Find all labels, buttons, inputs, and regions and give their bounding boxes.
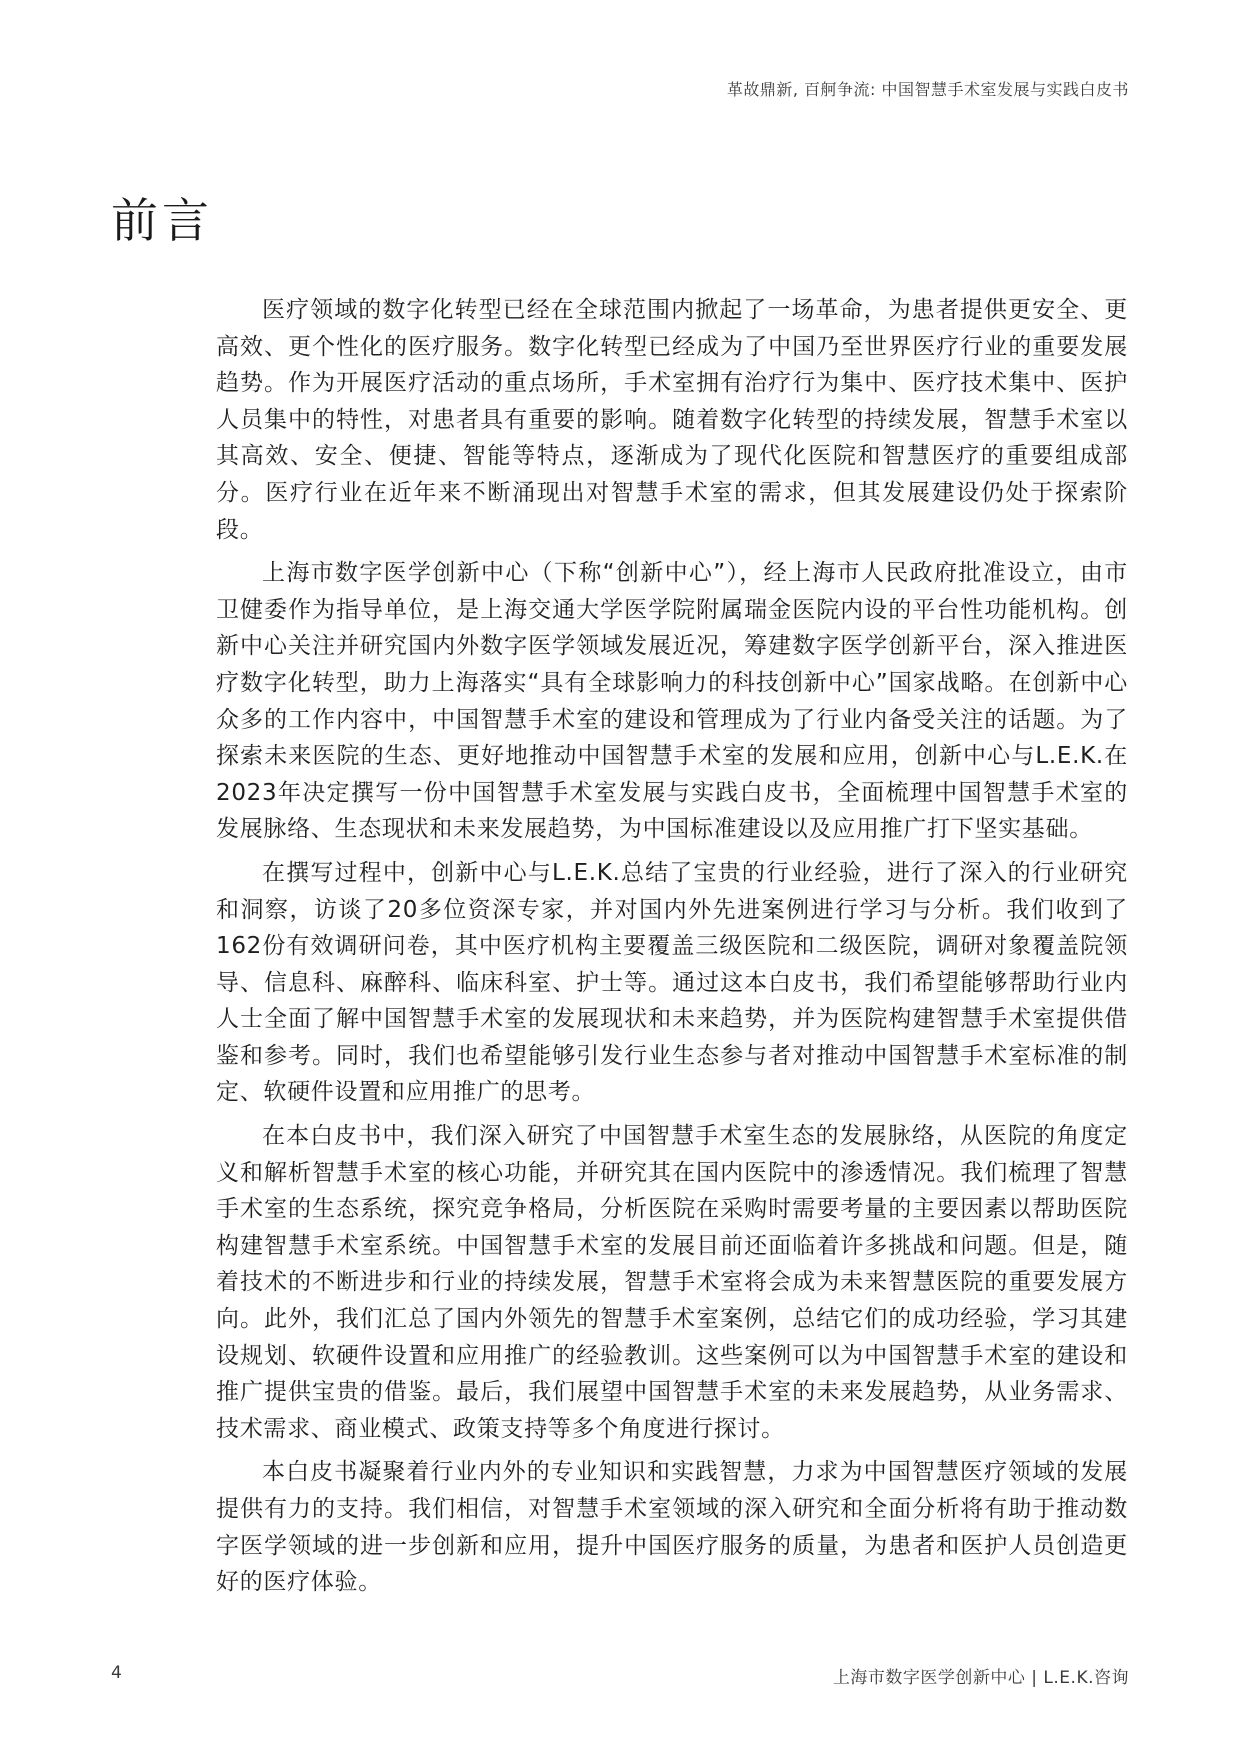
paragraph-3: 在撰写过程中，创新中心与L.E.K.总结了宝贵的行业经验，进行了深入的行业研究和洞察，访谈了20多位资深专家，并对国内外先进案例进行学习与分析。我们收到了162份有效调研问卷，其中医疗机构主要覆盖三级医院和二级医院，调研对象覆盖院领导、信息科、麻醉科、临床科室、护士等。通过这本白皮书，我们希望能够帮助行业内人士全面了解中国智慧手术室的发展现状和未来趋势，并为医院构建智慧手术室提供借鉴和参考。同时，我们也希望能够引发行业生态参与者对推动中国智慧手术室标准的制定、软硬件设置和应用推广的思考。 bbox=[216, 859, 1128, 1106]
paragraph-2: 上海市数字医学创新中心（下称“创新中心”），经上海市人民政府批准设立，由市卫健委作为指导单位，是上海交通大学医学院附属瑞金医院内设的平台性功能机构。创新中心关注并研究国内外数字医学领域发展近况，筹建数字医学创新平台，深入推进医疗数字化转型，助力上海落实“具有全球影响力的科技创新中心”国家战略。在创新中心众多的工作内容中，中国智慧手术室的建设和管理成为了行业内备受关注的话题。为了探索未来医院的生态、更好地推动中国智慧手术室的发展和应用，创新中心与L.E.K.在2023年决定撰写一份中国智慧手术室发展与实践白皮书，全面梳理中国智慧手术室的发展脉络、生态现状和未来发展趋势，为中国标准建设以及应用推广打下坚实基础。 bbox=[216, 560, 1128, 843]
body-text bbox=[216, 292, 1128, 1608]
page-footer bbox=[111, 1663, 1129, 1687]
paragraph-4: 在本白皮书中，我们深入研究了中国智慧手术室生态的发展脉络，从医院的角度定义和解析智慧手术室的核心功能，并研究其在国内医院中的渗透情况。我们梳理了智慧手术室的生态系统，探究竞争格局，分析医院在采购时需要考量的主要因素以帮助医院构建智慧手术室系统。中国智慧手术室的发展目前还面临着许多挑战和问题。但是，随着技术的不断进步和行业的持续发展，智慧手术室将会成为未来智慧医院的重要发展方向。此外，我们汇总了国内外领先的智慧手术室案例，总结它们的成功经验，学习其建设规划、软硬件设置和应用推广的经验教训。这些案例可以为中国智慧手术室的建设和推广提供宝贵的借鉴。最后，我们展望中国智慧手术室的未来发展趋势，从业务需求、技术需求、商业模式、政策支持等多个角度进行探讨。 bbox=[216, 1123, 1128, 1442]
footer-credit: 上海市数字医学创新中心 | L.E.K.咨询 bbox=[832, 1668, 1129, 1688]
page-number: 4 bbox=[111, 1663, 122, 1683]
running-header: 革故鼎新, 百舸争流: 中国智慧手术室发展与实践白皮书 bbox=[726, 80, 1129, 99]
paragraph-5: 本白皮书凝聚着行业内外的专业知识和实践智慧，力求为中国智慧医疗领域的发展提供有力的支持。我们相信，对智慧手术室领域的深入研究和全面分析将有助于推动数字医学领域的进一步创新和应用，提升中国医疗服务的质量，为患者和医护人员创造更好的医疗体验。 bbox=[216, 1459, 1128, 1596]
page-title: 前言 bbox=[111, 194, 213, 249]
paragraph-1: 医疗领域的数字化转型已经在全球范围内掀起了一场革命，为患者提供更安全、更高效、更个性化的医疗服务。数字化转型已经成为了中国乃至世界医疗行业的重要发展趋势。作为开展医疗活动的重点场所，手术室拥有治疗行为集中、医疗技术集中、医护人员集中的特性，对患者具有重要的影响。随着数字化转型的持续发展，智慧手术室以其高效、安全、便捷、智能等特点，逐渐成为了现代化医院和智慧医疗的重要组成部分。医疗行业在近年来不断涌现出对智慧手术室的需求，但其发展建设仍处于探索阶段。 bbox=[216, 297, 1128, 543]
